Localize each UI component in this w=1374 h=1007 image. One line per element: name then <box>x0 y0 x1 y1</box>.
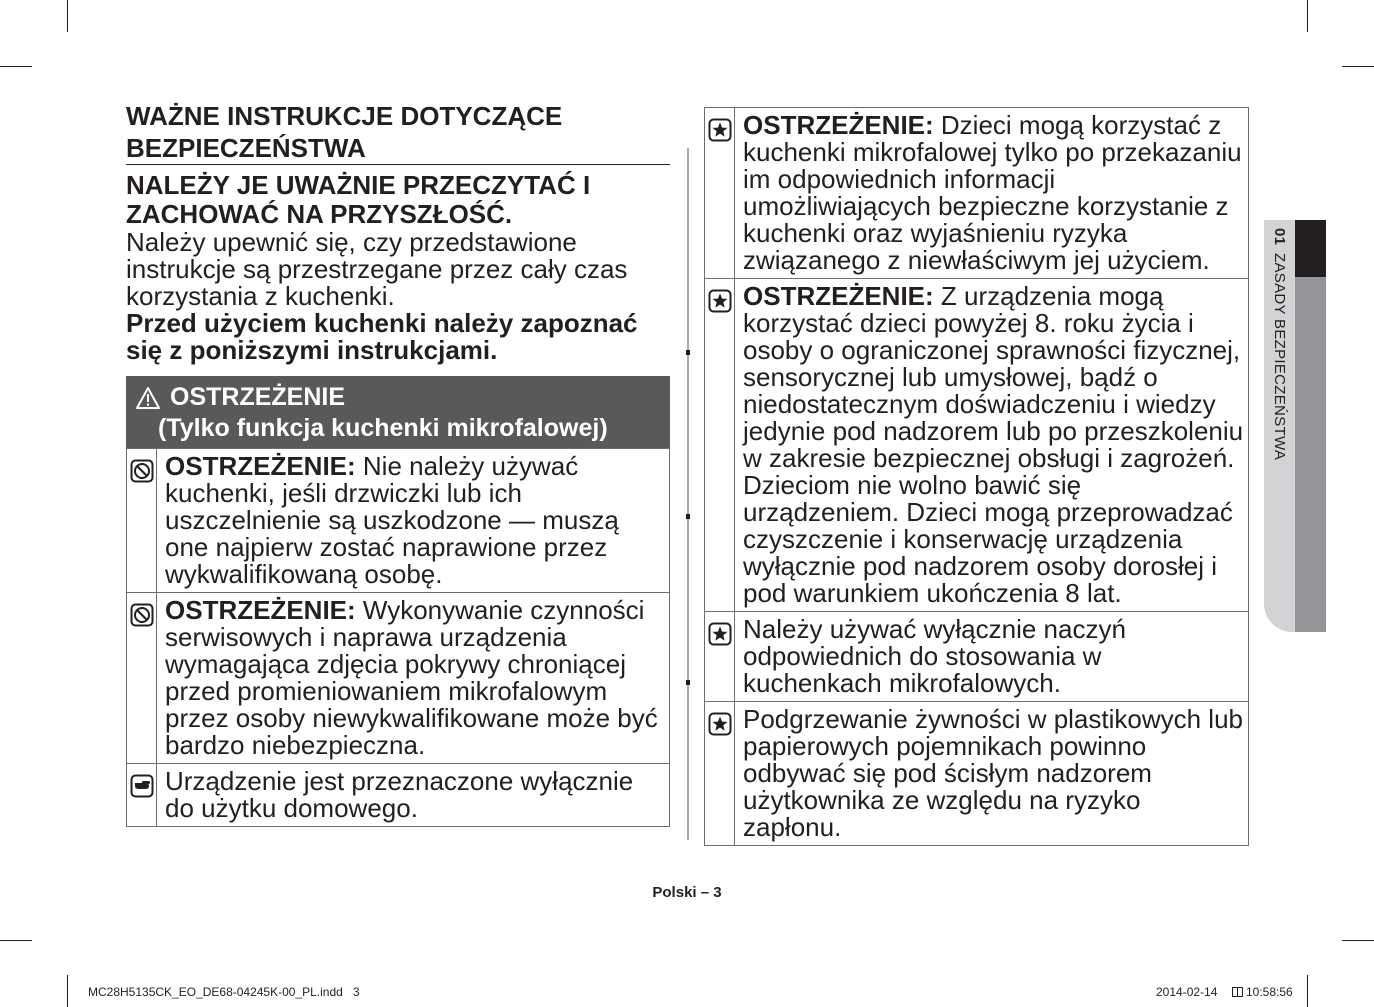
item-text <box>735 108 1249 279</box>
chapter-number: 01 <box>1271 228 1288 246</box>
item-body: Należy używać wyłącznie naczyń odpowiednich do stosowania w kuchenkach mikrofalowych. <box>743 614 1126 698</box>
item-body: Wykonywanie czynności serwisowych i naprawa urządzenia wymagająca zdjęcia pokrywy chroniącej przed promieniowaniem mikrofalowym przez osoby niewykwalifikowane może być bardzo niebezpieczna. <box>165 595 658 760</box>
icon-cell <box>127 593 157 764</box>
item-body: Nie należy używać kuchenki, jeśli drzwiczki lub ich uszczelnienie są uszkodzone — muszą one najpierw zostać naprawione przez wykwalifikowaną osobę. <box>165 451 619 589</box>
crop-mark <box>1307 0 1308 32</box>
item-text <box>157 449 670 593</box>
chapter-label <box>1264 228 1295 460</box>
item-body: Z urządzenia mogą korzystać dzieci powyżej 8. roku życia i osoby o ograniczonej sprawności fizycznej, sensorycznej lub umysłowej, bądź o niedostatecznym doświadczeniu i wiedzy jedynie pod nadzorem lub po przeszkoleniu w zakresie bezpiecznej obsługi i zagrożeń. Dzieciom nie wolno bawić się urządzeniem. Dzieci mogą przeprowadzać czyszczenie i konserwację urządzenia wyłącznie pod nadzorem osoby dorosłej i pod warunkiem ukończenia 8 lat. <box>743 281 1244 608</box>
table-row <box>705 702 1249 846</box>
warning-triangle-icon <box>136 387 160 409</box>
icon-cell <box>705 279 735 612</box>
intro-bold-text: Przed użyciem kuchenki należy zapoznać się z poniższymi instrukcjami. <box>126 308 638 365</box>
crop-mark <box>1342 940 1374 941</box>
crop-mark <box>67 0 68 32</box>
side-tab-strip <box>1295 277 1326 632</box>
table-row <box>127 764 670 827</box>
star-icon <box>708 289 732 313</box>
table-row <box>705 279 1249 612</box>
prohibited-icon <box>130 603 154 627</box>
icon-cell <box>705 108 735 279</box>
icon-cell <box>127 764 157 827</box>
side-tab-marker <box>1295 220 1326 277</box>
left-warning-table <box>126 448 670 827</box>
item-body: Urządzenie jest przeznaczone wyłącznie do użytku domowego. <box>165 766 634 823</box>
item-label: OSTRZEŻENIE: <box>165 595 356 625</box>
divider-marker <box>686 350 690 355</box>
page-number: Polski – 3 <box>652 884 722 901</box>
crop-mark <box>0 940 32 941</box>
warning-header-subtitle: (Tylko funkcja kuchenki mikrofalowej) <box>158 414 608 442</box>
item-text <box>735 702 1249 846</box>
pointing-hand-icon <box>130 774 154 798</box>
item-text <box>735 279 1249 612</box>
divider-marker <box>686 514 690 519</box>
item-text <box>157 593 670 764</box>
intro-text: Należy upewnić się, czy przedstawione instrukcje są przestrzegane przez cały czas korzystania z kuchenki. <box>126 227 628 311</box>
table-row <box>127 593 670 764</box>
chapter-side-tab <box>1264 220 1326 632</box>
item-label: OSTRZEŻENIE: <box>165 451 356 481</box>
file-slug: MC28H5135CK_EO_DE68-04245K-00_PL.indd 3 <box>88 985 360 999</box>
divider-marker <box>686 680 690 685</box>
star-icon <box>708 712 732 736</box>
print-date: 2014-02-14 <box>1156 985 1218 999</box>
star-icon <box>708 622 732 646</box>
column-divider <box>687 148 689 840</box>
warning-header-title: OSTRZEŻENIE <box>170 383 346 411</box>
icon-cell <box>705 612 735 702</box>
print-time: 10:58:56 <box>1246 985 1293 999</box>
crop-mark <box>67 975 68 1007</box>
right-warning-table <box>704 107 1249 846</box>
crop-mark <box>0 66 32 67</box>
prohibited-icon <box>130 459 154 483</box>
section-subtitle: NALEŻY JE UWAŻNIE PRZECZYTAĆ I ZACHOWAĆ NA PRZYSZŁOŚĆ. <box>126 170 591 229</box>
table-row <box>127 449 670 593</box>
item-label: OSTRZEŻENIE: <box>743 110 934 140</box>
crop-mark <box>1342 66 1374 67</box>
item-body: Podgrzewanie żywności w plastikowych lub papierowych pojemnikach powinno odbywać się pod ścisłym nadzorem użytkownika ze względu na ryzyko zapłonu. <box>743 704 1244 842</box>
icon-cell <box>705 702 735 846</box>
item-text <box>157 764 670 827</box>
item-body: Dzieci mogą korzystać z kuchenki mikrofalowej tylko po przekazaniu im odpowiednich informacji umożliwiających bezpieczne korzystanie z kuchenki oraz wyjaśnieniu ryzyka związanego z niewłaściwym jej użyciem. <box>743 110 1242 275</box>
crop-mark <box>1307 975 1308 1007</box>
left-column <box>126 100 670 827</box>
warning-header <box>126 376 670 448</box>
star-icon <box>708 118 732 142</box>
icon-cell <box>127 449 157 593</box>
item-label: OSTRZEŻENIE: <box>743 281 934 311</box>
clock-icon <box>1232 987 1243 997</box>
title-rule <box>126 164 670 165</box>
table-row <box>705 108 1249 279</box>
right-column <box>704 107 1249 846</box>
page-title: WAŻNE INSTRUKCJE DOTYCZĄCE BEZPIECZEŃSTWA <box>126 101 563 163</box>
item-text <box>735 612 1249 702</box>
chapter-title: ZASADY BEZPIECZEŃSTWA <box>1271 253 1288 461</box>
table-row <box>705 612 1249 702</box>
